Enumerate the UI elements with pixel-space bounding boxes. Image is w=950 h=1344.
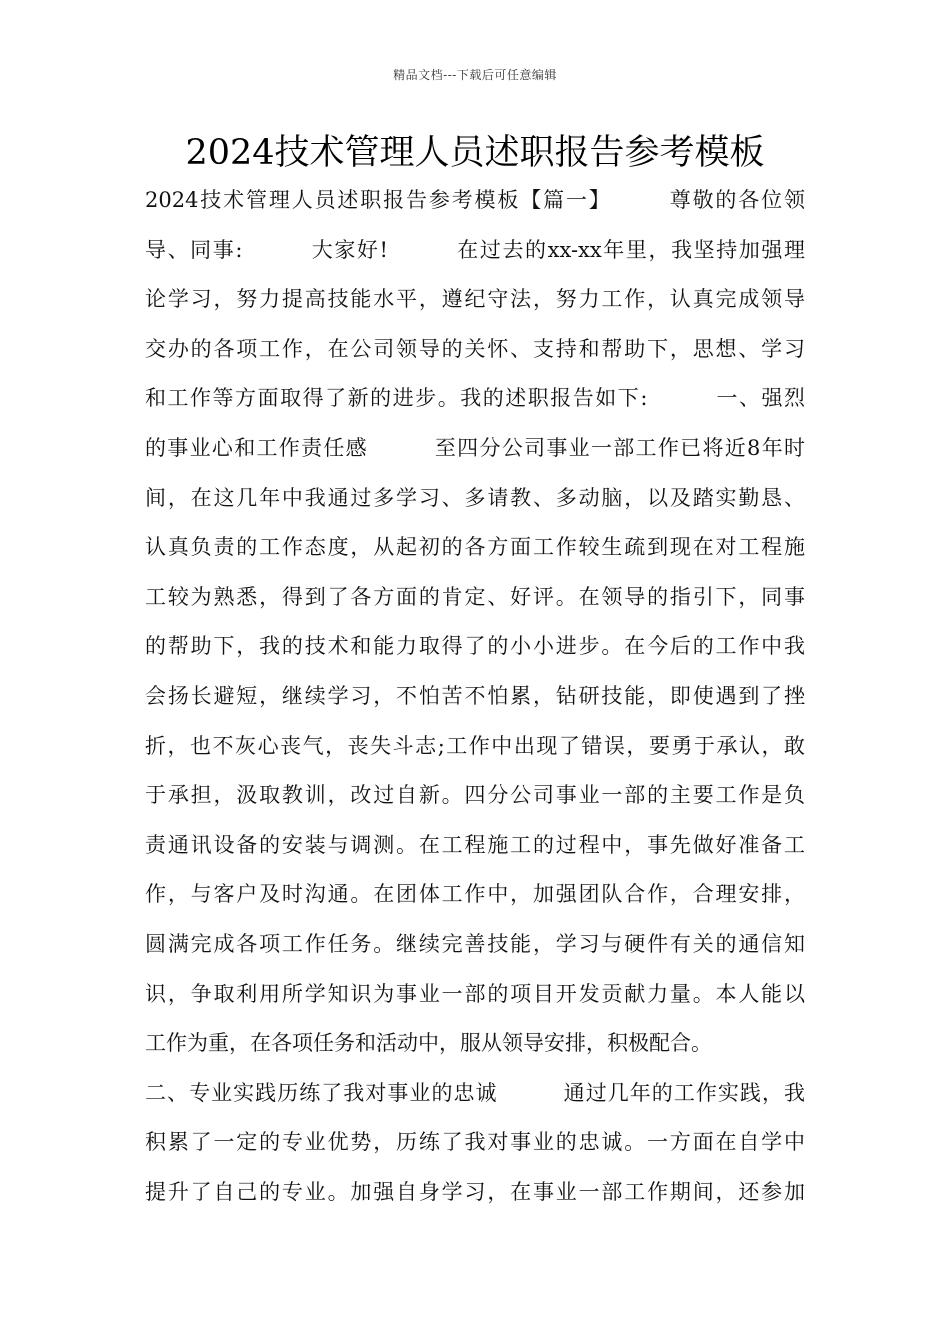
body-line: 折，也不灰心丧气，丧失斗志;工作中出现了错误，要勇于承认，敢 — [145, 733, 805, 758]
body-line: 间，在这几年中我通过多学习、多请教、多动脑，以及踏实勤恳、 — [145, 485, 805, 510]
body-line: 提升了自己的专业。加强自身学习，在事业一部工作期间，还参加 — [145, 1179, 805, 1204]
body-line: 交办的各项工作，在公司领导的关怀、支持和帮助下，思想、学习 — [145, 336, 805, 361]
body-line: 导、同事: 大家好! 在过去的xx-xx年里，我坚持加强理 — [145, 237, 805, 262]
body-line: 认真负责的工作态度，从起初的各方面工作较生疏到现在对工程施 — [145, 535, 805, 560]
body-line: 于承担，汲取教训，改过自新。四分公司事业一部的主要工作是负 — [145, 783, 805, 808]
body-line: 2024技术管理人员述职报告参考模板【篇一】 尊敬的各位领 — [145, 188, 805, 212]
body-line: 工作为重，在各项任务和活动中，服从领导安排，积极配合。 — [145, 1031, 712, 1056]
body-line: 责通讯设备的安装与调测。在工程施工的过程中，事先做好准备工 — [145, 832, 805, 857]
body-line: 的帮助下，我的技术和能力取得了的小小进步。在今后的工作中我 — [145, 634, 805, 659]
body-line: 识，争取利用所学知识为事业一部的项目开发贡献力量。本人能以 — [145, 981, 805, 1006]
body-line: 会扬长避短，继续学习，不怕苦不怕累，钻研技能，即使遇到了挫 — [145, 683, 805, 708]
header-note: 精品文档---下载后可任意编辑 — [393, 68, 557, 82]
body-line: 圆满完成各项工作任务。继续完善技能，学习与硬件有关的通信知 — [145, 931, 805, 956]
body-line: 的事业心和工作责任感 至四分公司事业一部工作已将近8年时 — [145, 435, 805, 460]
document-title: 2024技术管理人员述职报告参考模板 — [185, 133, 765, 173]
body-line: 作，与客户及时沟通。在团体工作中，加强团队合作，合理安排， — [145, 882, 805, 907]
body-line: 积累了一定的专业优势，历练了我对事业的忠诚。一方面在自学中 — [145, 1130, 805, 1155]
body-line: 工较为熟悉，得到了各方面的肯定、好评。在领导的指引下，同事 — [145, 584, 805, 609]
body-line: 和工作等方面取得了新的进步。我的述职报告如下: 一、强烈 — [145, 386, 805, 411]
body-line: 二、专业实践历练了我对事业的忠诚 通过几年的工作实践，我 — [145, 1080, 805, 1105]
body-line: 论学习，努力提高技能水平，遵纪守法，努力工作，认真完成领导 — [145, 287, 805, 312]
document-body — [145, 176, 805, 1217]
